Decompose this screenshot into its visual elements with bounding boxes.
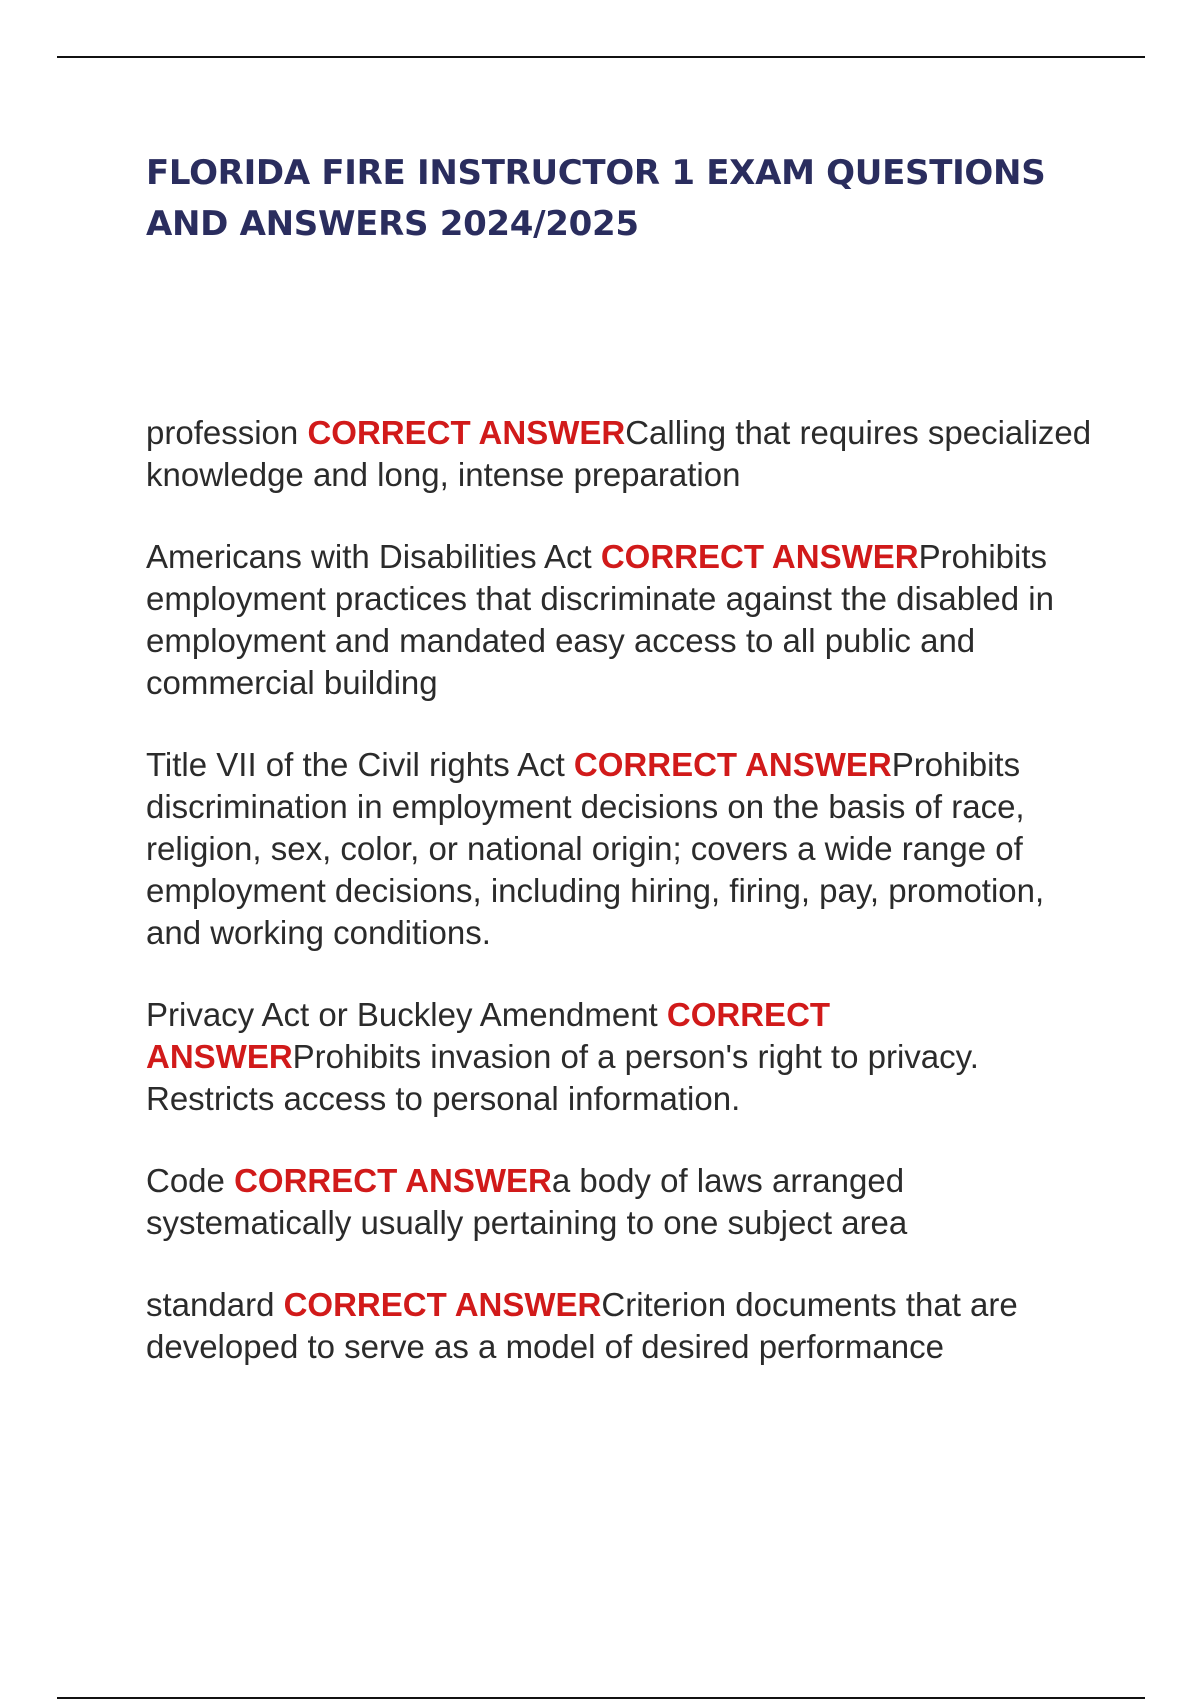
document-title: FLORIDA FIRE INSTRUCTOR 1 EXAM QUESTIONS AND ANSWERS 2024/2025 [146,153,1046,244]
header-divider [57,56,1145,58]
correct-answer-marker: CORRECT ANSWER [307,414,626,451]
qa-term: profession [146,414,308,451]
qa-item [146,536,1106,704]
qa-item [146,744,1106,954]
qa-term: Code [146,1162,235,1199]
correct-answer-marker: CORRECT ANSWER [234,1162,552,1199]
qa-term: Privacy Act or Buckley Amendment [146,996,667,1033]
qa-list [146,412,1106,1408]
qa-answer: Prohibits invasion of a person's right to privacy. Restricts access to personal information. [146,1038,979,1117]
correct-answer-marker: CORRECT ANSWER [573,746,892,783]
correct-answer-marker: CORRECT ANSWER [146,996,831,1075]
qa-term: standard [146,1286,284,1323]
qa-answer: Prohibits employment practices that discriminate against the disabled in employment and mandated easy access to all public and commercial building [146,538,1054,701]
qa-item [146,412,1106,496]
qa-item [146,1284,1106,1368]
footer-divider [57,1697,1145,1699]
qa-answer: a body of laws arranged systematically usually pertaining to one subject area [146,1162,908,1241]
qa-answer: Criterion documents that are developed to serve as a model of desired performance [146,1286,1018,1365]
qa-answer: Calling that requires specialized knowledge and long, intense preparation [146,414,1092,493]
qa-term: Americans with Disabilities Act [146,538,601,575]
correct-answer-marker: CORRECT ANSWER [283,1286,602,1323]
qa-answer: Prohibits discrimination in employment decisions on the basis of race, religion, sex, color, or national origin; covers a wide range of employment decisions, including hiring, firing, pay, promotion, and working conditions. [146,746,1045,951]
qa-term: Title VII of the Civil rights Act [146,746,574,783]
correct-answer-marker: CORRECT ANSWER [600,538,919,575]
qa-item [146,994,1106,1120]
qa-item [146,1160,1106,1244]
